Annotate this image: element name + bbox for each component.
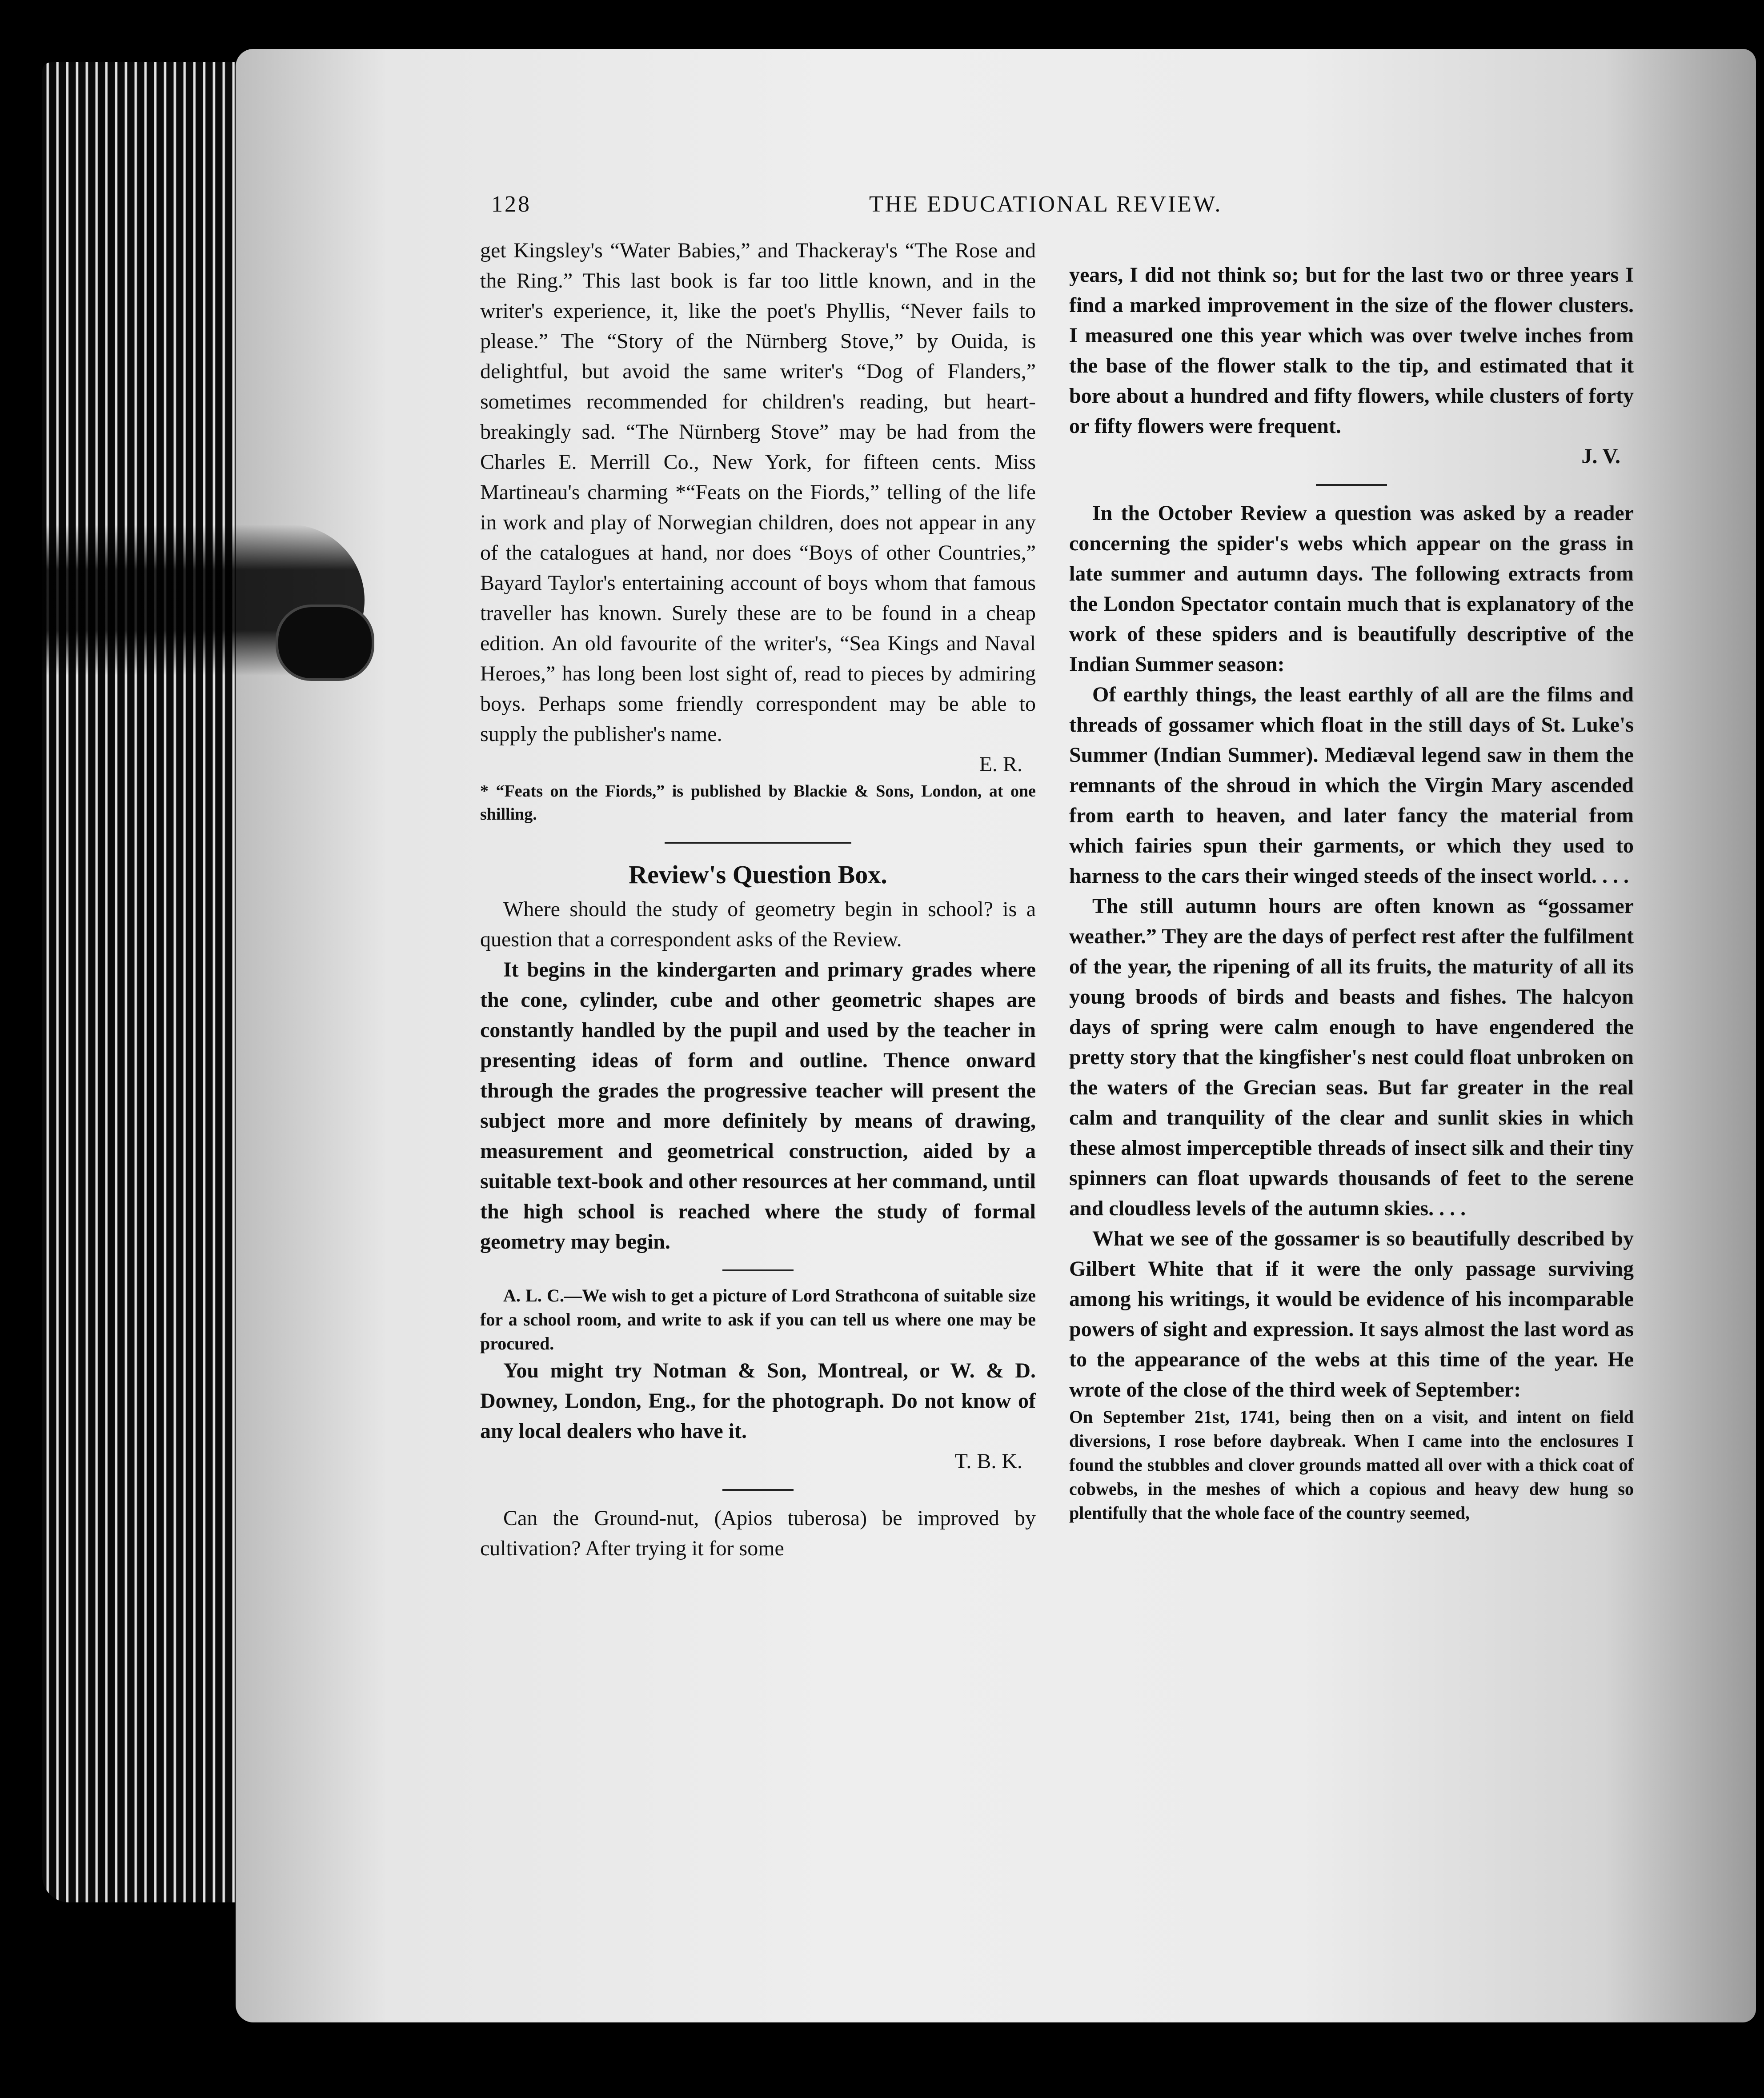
signature: J. V. bbox=[1581, 444, 1620, 468]
section-heading: Review's Question Box. bbox=[629, 860, 887, 889]
signature: T. B. K. bbox=[954, 1449, 1022, 1473]
divider bbox=[722, 1269, 794, 1271]
paragraph: Where should the study of geometry begin in school? is a question that a correspondent asks of the Review. bbox=[480, 897, 1036, 951]
paragraph: You might try Notman & Son, Montreal, or W. & D. Downey, London, Eng., for the photograph. Do not know of any local dealers who have it. bbox=[480, 1359, 1036, 1443]
running-title: THE EDUCATIONAL REVIEW. bbox=[869, 192, 1223, 217]
divider bbox=[1316, 484, 1387, 486]
paragraph: Of earthly things, the least earthly of all are the films and threads of gossamer which float in the still days of St. Luke's Summer (Indian Summer). Mediæval legend saw in them the remnants of the shroud in which the Virgin Mary ascended from earth to heaven, and later fancy the material from which fairies spun their garments, or which they used to harness to the cars their winged steeds of the insect world. . . . bbox=[1069, 683, 1634, 888]
reader-letter: A. L. C.—We wish to get a picture of Lord Strathcona of suitable size for a school room, and write to ask if you can tell us where one may be procured. bbox=[480, 1285, 1036, 1353]
signature: E. R. bbox=[979, 753, 1022, 776]
page-clip bbox=[276, 605, 374, 681]
paragraph: It begins in the kindergarten and primary grades where the cone, cylinder, cube and other geometric shapes are constantly handled by the pupil and used by the teacher in presenting ideas of form and outline. Thence onward through the grades the progressive teacher will present the subject more and more definitely by means of drawing, measurement and geometrical construction, aided by a suitable text-book and other resources at her command, until the high school is reached where the study of formal geometry may begin. bbox=[480, 958, 1036, 1253]
paragraph: The still autumn hours are often known as “gossamer weather.” They are the days of perfect rest after the fulfilment of the year, the ripening of all its fruits, the maturity of all its young broods of birds and beasts and fishes. The halcyon days of spring were calm enough to have engendered the pretty story that the kingfisher's nest could float unbroken on the waters of the Grecian seas. But far greater in the real calm and tranquility of the clear and sunlit skies in which these almost imperceptible threads of insect silk and their tiny spinners can float upwards thousands of feet to the serene and cloudless levels of the autumn skies. . . . bbox=[1069, 894, 1634, 1220]
left-column bbox=[480, 236, 1036, 1564]
right-column bbox=[1069, 260, 1634, 1525]
paragraph: What we see of the gossamer is so beautifully described by Gilbert White that if it were the only passage surviving among his writings, it would be evidence of his incomparable powers of sight and expression. It says almost the last word as to the appearance of the webs at this time of the year. He wrote of the close of the third week of September: bbox=[1069, 1227, 1634, 1401]
paragraph: In the October Review a question was asked by a reader concerning the spider's webs which appear on the grass in late summer and autumn days. The following extracts from the London Spectator contain much that is explanatory of the work of these spiders and is beautifully descriptive of the Indian Summer season: bbox=[1069, 501, 1634, 676]
paragraph: get Kingsley's “Water Babies,” and Thackeray's “The Rose and the Ring.” This last book is far too little known, and in the writer's experience, it, like the poet's Phyllis, “Never fails to please.” The “Story of the Nürnberg Stove,” by Ouida, is delightful, but avoid the same writer's “Dog of Flanders,” sometimes recommended for children's reading, but heart-breakingly sad. “The Nürnberg Stove” may be had from the Charles E. Merrill Co., New York, for fifteen cents. Miss Martineau's charming *“Feats on the Fiords,” telling of the life in work and play of Norwegian children, does not appear in any of the catalogues at hand, nor does “Boys of other Countries,” Bayard Taylor's entertaining account of boys whom that famous traveller has known. Surely these are to be found in a cheap edition. An old favourite of the writer's, “Sea Kings and Naval Heroes,” has long been lost sight of, read to pieces by admiring boys. Perhaps some friendly correspondent may be able to supply the publisher's name. bbox=[480, 239, 1036, 746]
paragraph: Can the Ground-nut, (Apios tuberosa) be improved by cultivation? After trying it for some bbox=[480, 1506, 1036, 1560]
paragraph: years, I did not think so; but for the last two or three years I find a marked improvement in the size of the flower clusters. I measured one this year which was over twelve inches from the base of the flower stalk to the tip, and estimated that it bore about a hundred and fifty flowers, while clusters of forty or fifty flowers were frequent. bbox=[1069, 263, 1634, 438]
divider bbox=[722, 1489, 794, 1491]
footnote: * “Feats on the Fiords,” is published by Blackie & Sons, London, at one shilling. bbox=[480, 782, 1036, 824]
divider bbox=[665, 842, 851, 844]
page-number: 128 bbox=[491, 192, 531, 217]
book-page-edges bbox=[42, 62, 251, 1902]
block-quote: On September 21st, 1741, being then on a visit, and intent on field diversions, I rose before daybreak. When I came into the enclosures I found the stubbles and clover grounds matted all over with a thick coat of cobwebs, in the meshes of which a copious and heavy dew hung so plentifully that the whole face of the country seemed, bbox=[1069, 1407, 1634, 1523]
